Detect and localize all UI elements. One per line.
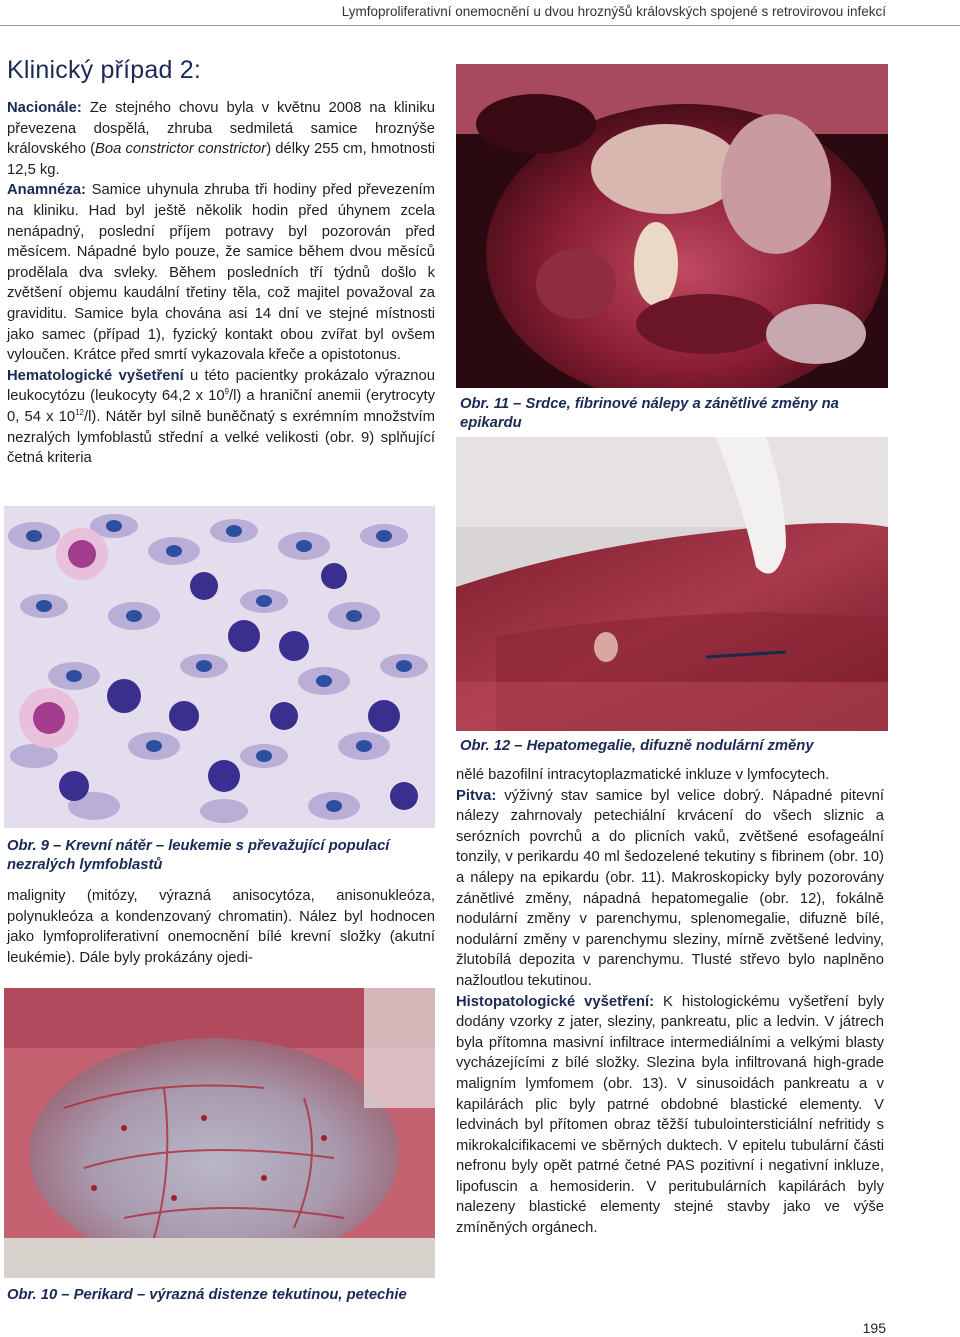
figure-11-photo <box>456 64 888 388</box>
case-title: Klinický případ 2: <box>7 56 201 84</box>
text-histopatologie: K histologickému vyšetření byly dodány vzorky z jater, sleziny, pankreatu, plic a ledvin. V játrech byla přítomna masivní infiltrace intermediálními a velkými blasty vycházejícími z bílé složky. Slezina byla infiltrovaná high-grade maligním lymfomem (obr. 13). V sinusoidách pankreatu a v kapilárách plic byly patrné obdobné blastické elementy. V ledvinách byl přítomen obraz těžší tubulointersticiální nefritidy s mikrokalcifikacemi ve sběrných duktech. V epitelu tubulární části nefronu byly opět patrné četné PAS pozitivní i negativní inkluze, lipofuscin a hemosiderin. V peritubulárních kapilárách byly nalezeny blastické elementy stejné stavby jako ve výše zmíněných orgánech. <box>456 993 885 1237</box>
running-head-text: Lymfoproliferativní onemocnění u dvou hroznýšů královských spojené s retrovirovou infekcí <box>341 4 886 19</box>
page-number: 195 <box>862 1320 886 1336</box>
text-hematologie-b: /l) a hraniční anemii (erytrocyty 0, 54 x 10 <box>7 388 435 425</box>
text-hematologie-c: /l). Nátěr byl silně buněčnatý s exrémním množstvím nezralých lymfoblastů střední a velké velikosti (obr. 9) splňující četná kriteria <box>7 408 435 467</box>
figure-12-photo <box>456 437 888 731</box>
text-hematologie-a: u této pacientky prokázalo výraznou leukocytózu (leukocyty 64,2 x 10 <box>7 367 435 405</box>
left-column-top <box>7 98 435 469</box>
lead-nacionale: Nacionále: <box>7 100 82 116</box>
lead-anamneza: Anamnéza: <box>7 182 86 199</box>
figure-12-caption: Obr. 12 – Hepatomegalie, difuzně nodulární změny <box>460 738 814 754</box>
left-column-bottom <box>7 886 435 968</box>
paragraph-malignity: malignity (mitózy, výrazná anisocytóza, anisonukleóza, polynukleóza a kondenzovaný chromatin). Nález byl hodnocen jako lymfoproliferativní onemocnění bílé krevní složky (akutní leukémie). Dále byly prokázány ojedi- <box>7 888 435 966</box>
lead-pitva: Pitva: <box>456 787 497 804</box>
text-nacionale-a: Ze stejného chovu byla v květnu 2008 na kliniku převezena dospělá, zhruba sedmiletá samice hroznýše královského ( <box>7 100 435 158</box>
paragraph-hematologie <box>7 366 435 469</box>
figure-9-caption: Obr. 9 – Krevní nátěr – leukemie s převažující populací nezralých lymfoblastů <box>7 838 390 873</box>
paragraph-inkluze: nělé bazofilní intracytoplazmatické inkluze v lymfocytech. <box>456 767 830 783</box>
lead-histopatologie: Histopatologické vyšetření: <box>456 993 655 1010</box>
text-anamneza: Samice uhynula zhruba tři hodiny před převezením na kliniku. Had byl ještě několik hodin před úhynem zcela nenápadný, poslední příjem potravy byl pozorován před měsícem. Nápadné bylo pouze, že samice během dvou měsíců prodělala dva svleky. Během posledních tří týdnů došlo k zvětšení objemu kaudální třetiny těla, což majitel považoval za graviditu. Samice byla chována asi 14 dní ve stejné místnosti jako samec (případ 1), fyzický kontakt obou zvířat byl ovšem vyloučen. Krátce před smrtí vykazovala křeče a opistotonus. <box>7 182 435 364</box>
text-nacionale-b: ) délky 255 cm, hmotnosti 12,5 kg. <box>7 141 435 178</box>
figure-9-photo <box>4 506 435 828</box>
figure-10-caption: Obr. 10 – Perikard – výrazná distenze tekutinou, petechie <box>7 1287 407 1303</box>
text-pitva: výživný stav samice byl velice dobrý. Nápadné pitevní nálezy zahrnovaly petechiální krvácení do všech sliznic a serózních povrchů a do plicních vaků, zvětšené esofageální tonzily, v perikardu 40 ml šedozelené tekutiny s fibrinem (obr. 10) a nálepy na epikardu (obr. 11). Makroskopicky byly pozorovány zánětlivé změny, nápadná hepatomegalie (obr. 12), fokálně nodulární změny v parenchymu, splenomegalie, difuzně bílé, nodulární změny v parenchymu sleziny, mírně zvětšené ledviny, žlutobílá depozita v parenchymu. Tlusté střevo bylo naplněno nažloutlou tekutinou. <box>456 787 884 989</box>
figure-10-photo <box>4 988 435 1278</box>
running-head <box>0 0 960 26</box>
exponent-12: 12 <box>75 407 85 417</box>
paragraph-nacionale <box>7 98 435 180</box>
right-column <box>456 765 884 1239</box>
paragraph-histopatologie <box>456 992 884 1239</box>
lead-hematologie: Hematologické vyšetření <box>7 367 184 384</box>
species-name: Boa constrictor constrictor <box>95 141 267 158</box>
paragraph-pitva <box>456 786 884 992</box>
exponent-9: 9 <box>224 387 229 397</box>
figure-11-caption: Obr. 11 – Srdce, fibrinové nálepy a zánětlivé změny na epikardu <box>460 396 839 431</box>
paragraph-anamneza <box>7 180 435 365</box>
